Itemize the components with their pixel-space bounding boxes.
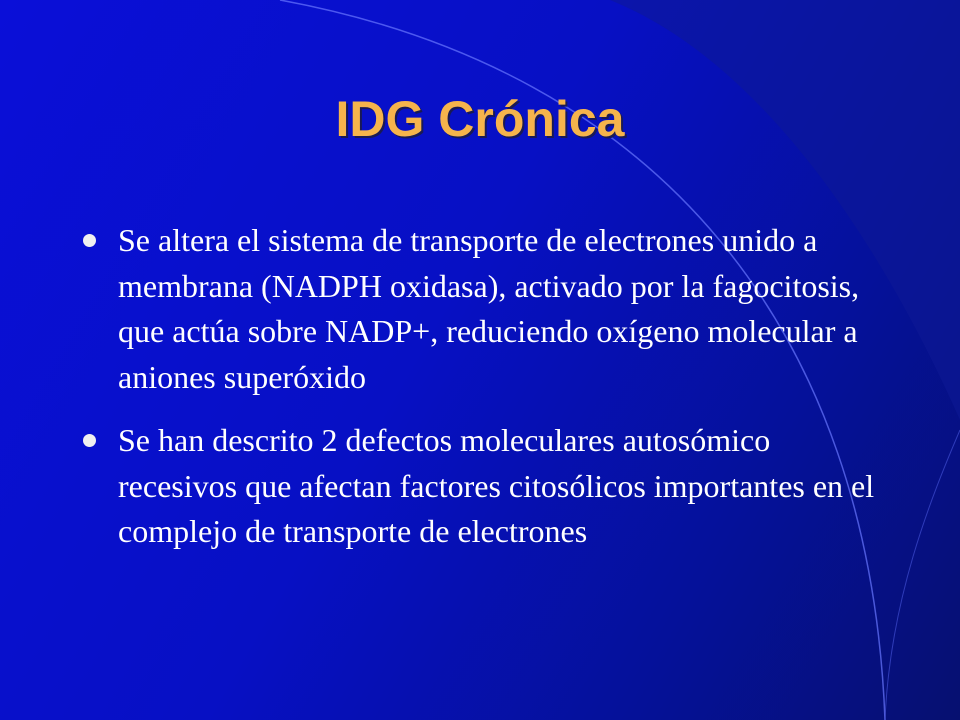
bullet-icon bbox=[83, 234, 96, 247]
bullet-item bbox=[80, 218, 880, 400]
bullet-text: Se altera el sistema de transporte de electrones unido a membrana (NADPH oxidasa), activado por la fagocitosis, que actúa sobre NADP+, reduciendo oxígeno molecular a aniones superóxido bbox=[118, 222, 860, 395]
bullet-list bbox=[80, 218, 880, 573]
bullet-text: Se han descrito 2 defectos moleculares autosómico recesivos que afectan factores citosólicos importantes en el complejo de transporte de electrones bbox=[118, 422, 875, 549]
bullet-icon bbox=[83, 434, 96, 447]
slide-title: IDG Crónica bbox=[335, 91, 625, 147]
bullet-item bbox=[80, 418, 880, 555]
